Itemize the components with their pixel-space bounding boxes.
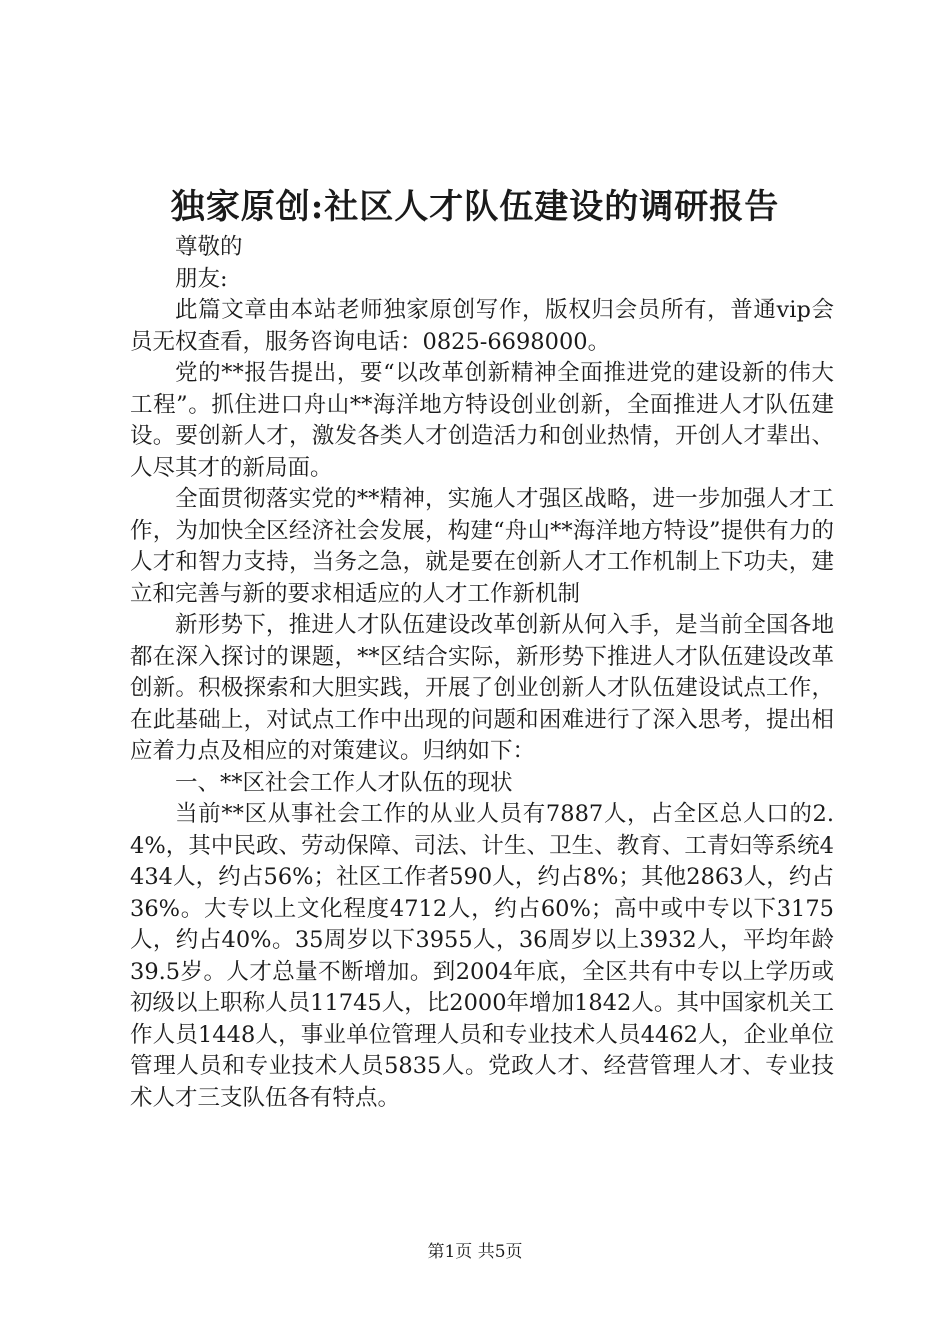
document-body xyxy=(130,232,834,1114)
paragraph: 全面贯彻落实党的**精神，实施人才强区战略，进一步加强人才工作，为加快全区经济社会发展，构建“舟山**海洋地方特设”提供有力的人才和智力支持，当务之急，就是要在创新人才工作机制上下功夫，建立和完善与新的要求相适应的人才工作新机制 xyxy=(130,486,834,607)
paragraph: 当前**区从事社会工作的从业人员有7887人，占全区总人口的2.4%，其中民政、劳动保障、司法、计生、卫生、教育、工青妇等系统4434人，约占56%；社区工作者590人，约占8%；其他2863人，约占36%。大专以上文化程度4712人，约占60%；高中或中专以下3175人，约占40%。35周岁以下3955人，36周岁以上3932人，平均年龄39.5岁。人才总量不断增加。到2004年底，全区共有中专以上学历或初级以上职称人员11745人，比2000年增加1842人。其中国家机关工作人员1448人，事业单位管理人员和专业技术人员4462人，企业单位管理人员和专业技术人员5835人。党政人才、经营管理人才、专业技术人才三支队伍各有特点。 xyxy=(130,801,834,1111)
paragraph-copyright-notice: 此篇文章由本站老师独家原创写作，版权归会员所有，普通vip会员无权查看，服务咨询电话：0825-6698000。 xyxy=(130,297,834,355)
paragraph: 新形势下，推进人才队伍建设改革创新从何入手，是当前全国各地都在深入探讨的课题，**区结合实际，新形势下推进人才队伍建设改革创新。积极探索和大胆实践，开展了创业创新人才队伍建设试点工作，在此基础上，对试点工作中出现的问题和困难进行了深入思考，提出相应着力点及相应的对策建议。归纳如下： xyxy=(130,612,834,764)
section-heading: 一、**区社会工作人才队伍的现状 xyxy=(175,769,513,796)
page-indicator: 第1页 共5页 xyxy=(427,1242,523,1262)
salutation-line: 尊敬的 xyxy=(175,234,243,260)
document-title: 独家原创:社区人才队伍建设的调研报告 xyxy=(170,187,780,227)
salutation-line: 朋友: xyxy=(175,265,228,292)
paragraph: 党的**报告提出，要“以改革创新精神全面推进党的建设新的伟大工程”。抓住进口舟山**海洋地方特设创业创新，全面推进人才队伍建设。要创新人才，激发各类人才创造活力和创业热情，开创人才辈出、人尽其才的新局面。 xyxy=(130,360,834,481)
